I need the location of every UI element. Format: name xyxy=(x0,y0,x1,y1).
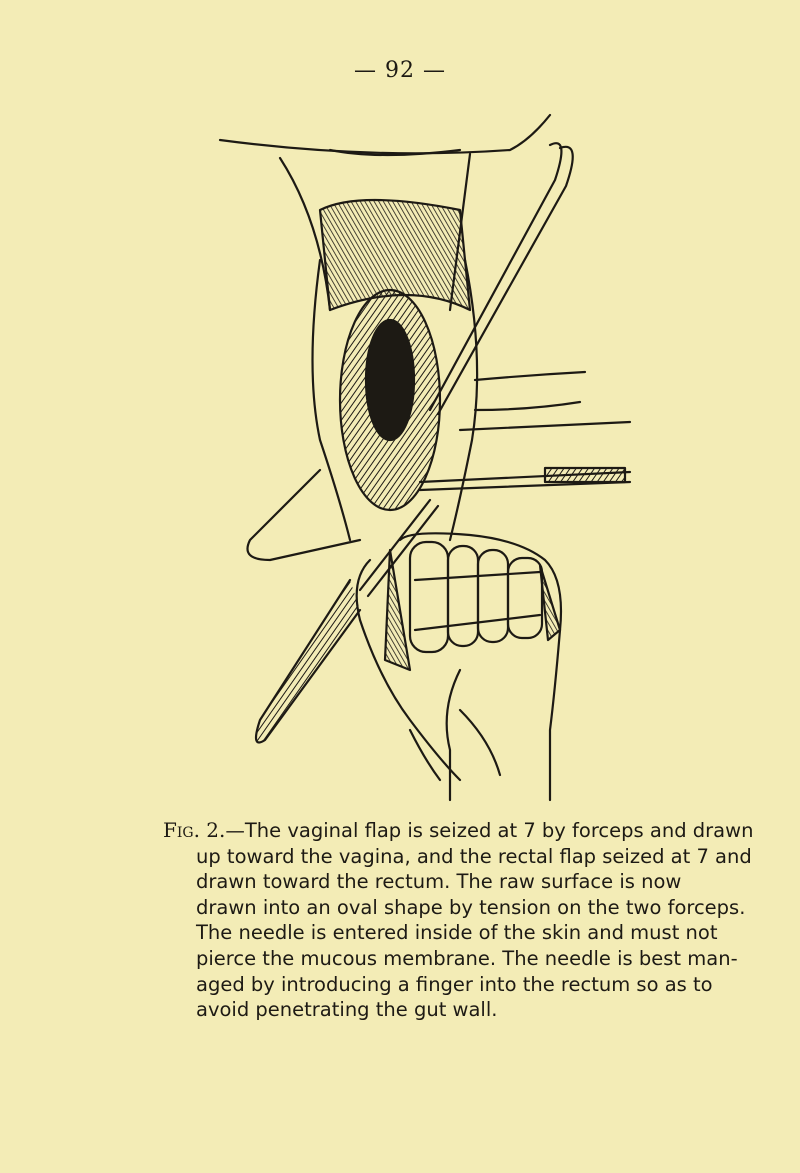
caption-line-2: up toward the vagina, and the rectal flap seized at 7 and xyxy=(196,844,752,868)
caption-line-1: Fig. 2.—The vaginal flap is seized at 7 by forceps and drawn xyxy=(163,818,754,842)
figure-label: Fig. 2. xyxy=(163,818,226,842)
caption-line-7: aged by introducing a finger into the rectum so as to xyxy=(196,972,713,996)
caption-line-3: drawn toward the rectum. The raw surface is now xyxy=(196,870,682,894)
surgical-illustration-icon xyxy=(210,110,650,810)
caption-line-5: The needle is entered inside of the skin and must not xyxy=(196,921,718,945)
caption-line-4: drawn into an oval shape by tension on the two forceps. xyxy=(196,895,746,919)
page-number: — 92 — xyxy=(354,58,446,83)
caption-line-8: avoid penetrating the gut wall. xyxy=(196,998,498,1022)
caption-line-6: pierce the mucous membrane. The needle is best man- xyxy=(196,947,738,970)
